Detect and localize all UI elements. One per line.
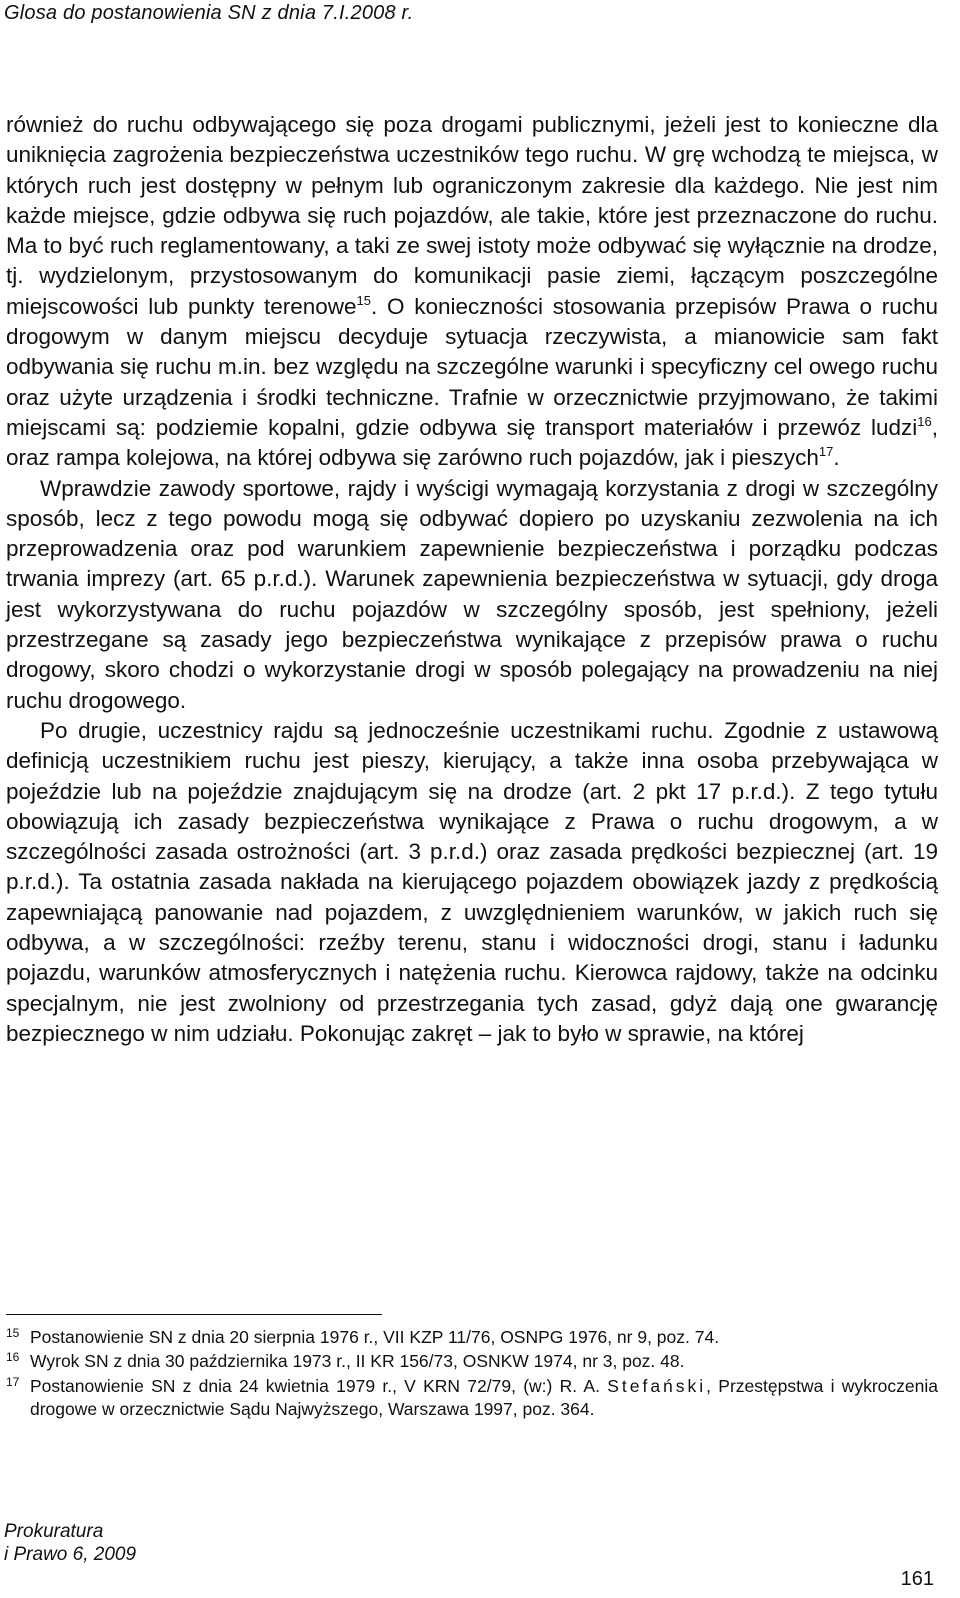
footnote-15: 15 Postanowienie SN z dnia 20 sierpnia 1976 r., VII KZP 11/76, OSNPG 1976, nr 9, poz. 74. bbox=[6, 1326, 720, 1347]
paragraph-1-text-d: . bbox=[833, 445, 840, 471]
footnote-ref-15[interactable]: 15 bbox=[356, 292, 372, 308]
publication-issue: i Prawo 6, 2009 bbox=[4, 1544, 137, 1565]
paragraph-1 bbox=[6, 110, 938, 474]
footnote-16: 16 Wyrok SN z dnia 30 października 1973 r., II KR 156/73, OSNKW 1974, nr 3, poz. 48. bbox=[6, 1350, 685, 1372]
footnote-text: Postanowienie SN z dnia 24 kwietnia 1979 r., V KRN 72/79, (w:) R. A. bbox=[30, 1375, 608, 1396]
page-number: 161 bbox=[900, 1568, 934, 1590]
paragraph-2: Wprawdzie zawody sportowe, rajdy i wyścigi wymagają korzystania z drogi w szczególny sposób, lecz z tego powodu mogą się odbywać dopiero po uzyskaniu zezwolenia na ich przeprowadzenia oraz pod warunkiem zapewnienie bezpieczeństwa i porządku podczas trwania imprezy (art. 65 p.r.d.). Warunek zapewnienia bezpieczeństwa w sytuacji, gdy droga jest wykorzystywana do ruchu pojazdów w szczególny sposób, jest spełniony, jeżeli przestrzegane są zasady jego bezpieczeństwa wynikające z przepisów prawa o ruchu drogowy, skoro chodzi o wykorzystanie drogi w sposób polegający na prowadzeniu na niej ruchu drogowego. bbox=[6, 475, 938, 713]
body-text bbox=[6, 110, 938, 1049]
publication-name: Prokuratura bbox=[4, 1521, 104, 1542]
footnote-text: Postanowienie SN z dnia 20 sierpnia 1976 r., VII KZP 11/76, OSNPG 1976, nr 9, poz. 74. bbox=[30, 1327, 720, 1347]
paragraph-1-text-c: , oraz rampa kolejowa, na której odbywa się zarówno ruch pojazdów, jak i pieszych bbox=[6, 414, 938, 471]
footnote-author: Stefański bbox=[607, 1375, 707, 1396]
footnotes bbox=[6, 1326, 938, 1423]
footnote-text: , Przestępstwa i wykroczenia drogowe w orzecznictwie Sądu Najwyższego, Warszawa 1997, poz. 364. bbox=[30, 1375, 938, 1420]
paragraph-3: Po drugie, uczestnicy rajdu są jednocześnie uczestnikami ruchu. Zgodnie z ustawową definicją uczestnikiem ruchu jest pieszy, kierujący, a także inna osoba przebywająca w pojeździe lub na pojeździe znajdującym się na drodze (art. 2 pkt 17 p.r.d.). Z tego tytułu obowiązują ich zasady bezpieczeństwa wynikające z Prawa o ruchu drogowym, a w szczególności zasada ostrożności (art. 3 p.r.d.) oraz zasada prędkości bezpiecznej (art. 19 p.r.d.). Ta ostatnia zasada nakłada na kierującego pojazdem obowiązek jazdy z prędkością zapewniającą panowanie nad pojazdem, z uwzględnieniem warunków, w jakich ruch się odbywa, a w szczególności: rzeźby terenu, stanu i widoczności drogi, stanu i ładunku pojazdu, warunków atmosferycznych i natężenia ruchu. Kierowca rajdowy, także na odcinku specjalnym, nie jest zwolniony od przestrzegania tych zasad, gdyż dają one gwarancję bezpiecznego w nim udziału. Pokonując zakręt – jak to było w sprawie, na której bbox=[6, 717, 938, 1046]
footnote-17: 17 Postanowienie SN z dnia 24 kwietnia 1979 r., V KRN 72/79, (w:) R. A. Stefański, Przestępstwa i wykroczenia drogowe w orzecznictwie Sądu Najwyższego, Warszawa 1997, poz. 364. bbox=[6, 1374, 938, 1420]
footnote-ref-16[interactable]: 16 bbox=[917, 413, 932, 429]
publication-footer bbox=[4, 1520, 136, 1566]
footnote-separator bbox=[6, 1314, 382, 1315]
footnote-text: Wyrok SN z dnia 30 października 1973 r., II KR 156/73, OSNKW 1974, nr 3, poz. 48. bbox=[30, 1351, 685, 1372]
paragraph-1-text-b: . O konieczności stosowania przepisów Prawa o ruchu drogowym w danym miejscu decyduje sytuacja rzeczywista, a mianowicie sam fakt odbywania się ruchu m.in. bez względu na szczególne warunki i specyficzny cel owego ruchu oraz użyte urządzenia i środki techniczne. Trafnie w orzecznictwie przyjmowano, że takimi miejscami są: podziemie kopalni, gdzie odbywa się transport materiałów i przewóz ludzi bbox=[6, 293, 938, 440]
running-header: Glosa do postanowienia SN z dnia 7.I.2008 r. bbox=[4, 2, 414, 24]
paragraph-1-text-a: również do ruchu odbywającego się poza drogami publicznymi, jeżeli jest to konieczne dla uniknięcia zagrożenia bezpieczeństwa uczestników tego ruchu. W grę wchodzą te miejsca, w których ruch jest dostępny w pełnym lub ograniczonym zakresie dla każdego. Nie jest nim każde miejsce, gdzie odbywa się ruch pojazdów, ale takie, które jest przeznaczone do ruchu. Ma to być ruch reglamentowany, a taki ze swej istoty może odbywać się wyłącznie na drodze, tj. wydzielonym, przystosowanym do komunikacji pasie ziemi, łączącym poszczególne miejscowości lub punkty terenowe bbox=[6, 112, 938, 319]
footnote-ref-17[interactable]: 17 bbox=[818, 444, 834, 460]
